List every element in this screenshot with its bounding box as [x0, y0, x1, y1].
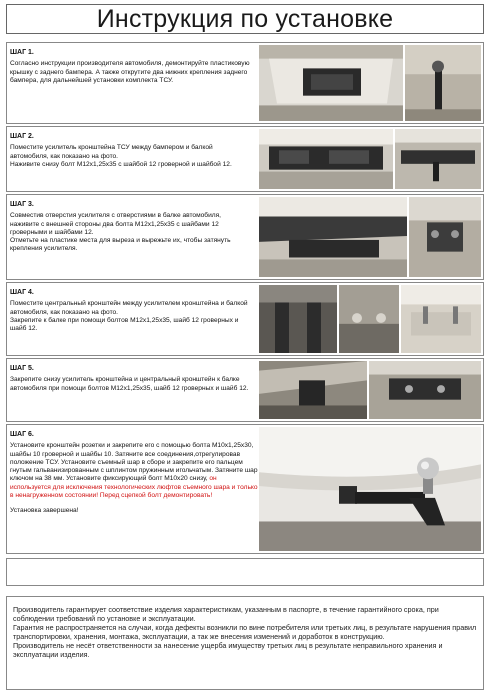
- step-6-paragraph: [10, 442, 258, 500]
- step-1-paragraph: Согласно инструкции производителя автомобиля, демонтируйте пластиковую крышку с заднего бампера. А также открутите два нижних крепления заднего бампера, для дальнейшей установки комплекта ТСУ.: [10, 60, 250, 84]
- step-6-done: Установка завершена!: [10, 507, 79, 515]
- step-5-paragraph: Закрепите снизу усилитель кронштейна и центральный кронштейн к балке автомобиля при помощи болтов М12х1,25х35, шайб 12 гроверных и шайб 12.: [10, 376, 249, 392]
- step-2-text: [10, 133, 252, 169]
- empty-box: [6, 558, 484, 586]
- warranty-box: [6, 596, 484, 690]
- photo-reinforcement-closeup: [395, 129, 481, 189]
- step-2: [6, 126, 484, 192]
- step-2-paragraph-2: Наживите снизу болт М12х1,25х35 с шайбой 12 гроверной и шайбой 12.: [10, 160, 232, 168]
- step-3-heading: ШАГ 3.: [10, 201, 34, 208]
- warranty-paragraph-3: Производитель не несёт ответственности за нанесение ущерба имуществу третьих лиц в результате неправильного хранения и эксплуатации изделия.: [13, 641, 443, 660]
- step-4-heading: ШАГ 4.: [10, 289, 34, 296]
- warranty-paragraph-1: Производитель гарантирует соответствие изделия характеристикам, указанным в паспорте, в течение гарантийного срока, при соблюдении требований по установке и эксплуатации.: [13, 605, 439, 624]
- photo-bracket-mounted: [401, 285, 481, 353]
- step-3-text: [10, 201, 252, 254]
- photo-bolt-detail: [405, 45, 481, 121]
- step-3: [6, 194, 484, 280]
- step-5-text: [10, 365, 252, 393]
- step-1-text: [10, 49, 252, 85]
- photo-towbar-installed: [259, 427, 481, 551]
- photo-beam-holes: [259, 197, 407, 277]
- step-2-paragraph-1: Поместите усилитель кронштейна ТСУ между бампером и балкой автомобиля, как показано на фото.: [10, 144, 213, 160]
- photo-bolts-outside: [409, 197, 481, 277]
- photo-bumper-opening: [259, 45, 403, 121]
- step-6-instructions: Установите кронштейн розетки и закрепите его с помощью болта М10х1,25х30, шайбы 10 гроверной и шайбы 10. Затяните все соединения,отрегулировав положение ТСУ. Установите съемный шар в сборе и закрепите его пальцем гнутым гальванизированным с шплинтом пружинным игольчатым. Затяните шар ключом на 38 мм. Установите фиксирующий болт М10х20 снизу,: [10, 442, 258, 483]
- step-6-warning: он используется для исключения технологических люфтов съемного шара и только в ненагруженном состоянии! Перед сцепкой болт демонтировать!: [10, 475, 258, 500]
- photo-central-bracket: [259, 285, 337, 353]
- warranty-paragraph-2: Гарантия не распространяется на случаи, когда дефекты возникли по вине потребителя или третьих лиц, в результате нарушения правил транспортировки, хранения, монтажа, эксплуатации, а так же внесения изменений и доработок в конструкцию.: [13, 623, 477, 642]
- step-4-paragraph-2: Закрепите к балке при помощи болтов М12х1,25х35, шайб 12 гроверных и шайб 12.: [10, 316, 239, 333]
- photo-underside-bolts: [369, 361, 481, 419]
- page-title: Инструкция по установке: [6, 4, 484, 34]
- step-6: [6, 424, 484, 554]
- step-3-paragraph-1: Совместив отверстия усилителя с отверстиями в балке автомобиля, наживите с внешней стороны два болта М12х1,25х35 с шайбами 12 гроверными и шайбами 12.: [10, 212, 222, 236]
- step-5-heading: ШАГ 5.: [10, 365, 34, 372]
- step-4-text: [10, 289, 252, 333]
- step-6-heading: ШАГ 6.: [10, 431, 34, 438]
- photo-bracket-bolts: [339, 285, 399, 353]
- step-5: [6, 358, 484, 422]
- photo-underside-bracket: [259, 361, 367, 419]
- photo-reinforcement-placed: [259, 129, 393, 189]
- step-4-paragraph-1: Поместите центральный кронштейн между усилителем кронштейна и балкой автомобиля, как показано на фото.: [10, 300, 248, 316]
- step-2-heading: ШАГ 2.: [10, 133, 34, 140]
- step-1-heading: ШАГ 1.: [10, 49, 34, 56]
- step-4: [6, 282, 484, 356]
- step-3-paragraph-2: Отметьте на пластике места для выреза и вырежьте их, чтобы затянуть крепления усилителя.: [10, 237, 231, 253]
- step-1: [6, 42, 484, 124]
- step-6-text: [10, 431, 258, 516]
